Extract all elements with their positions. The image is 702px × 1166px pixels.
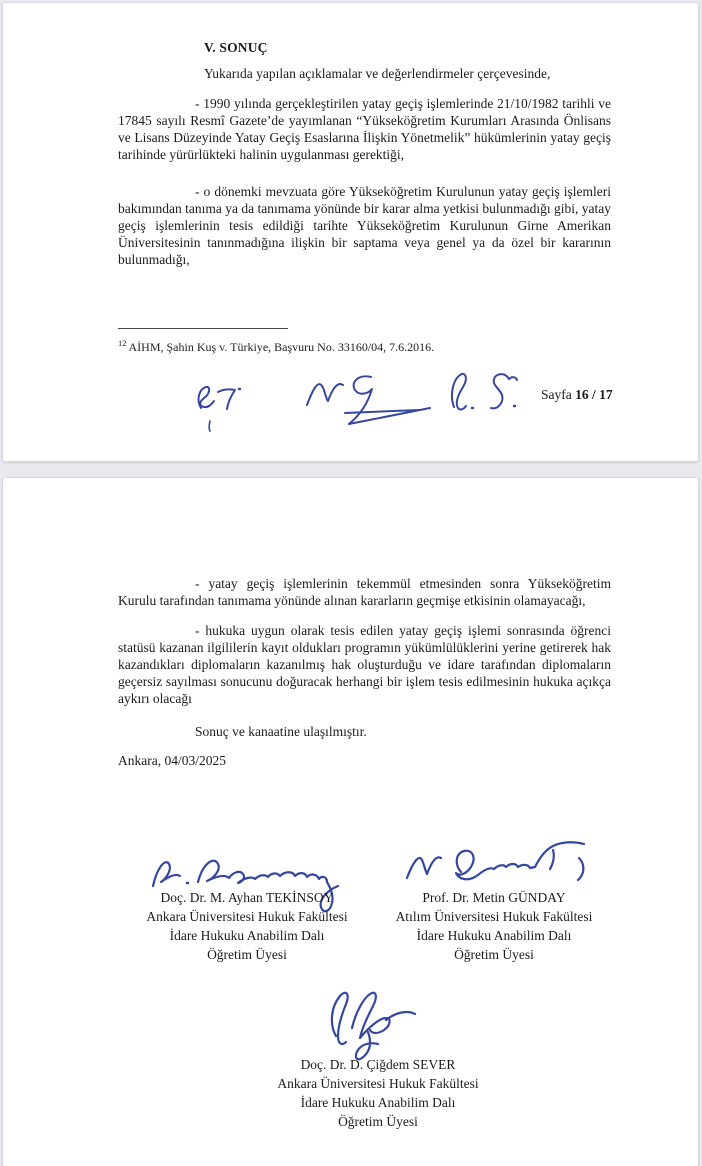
footnote — [118, 336, 611, 355]
signatory-affiliation: Atılım Üniversitesi Hukuk Fakültesi — [395, 909, 593, 924]
signature-initials-3-icon — [441, 367, 529, 419]
date-line: Ankara, 04/03/2025 — [118, 753, 226, 768]
signatory-affiliation: Ankara Üniversitesi Hukuk Fakültesi — [146, 909, 348, 924]
footnote-separator — [118, 328, 288, 329]
body-paragraph: - hukuka uygun olarak tesis edilen yatay geçiş işlemi sonrasında öğrenci statüsü kazanan ilgililerin kayıt oldukları programın yükümlülüklerini yerine getirerek hak kazandıkları diplomaların kazanılmış hak oluşturduğu ve idare tarafından diplomaların geçersiz sayılması sonucunu doğuracak herhangi bir işlem tesis edilmesinin hukuka açıkça aykırı olacağı — [118, 623, 611, 706]
signature-gunday-icon — [401, 834, 601, 894]
section-heading: V. SONUÇ — [204, 40, 268, 55]
signatory-name: Doç. Dr. M. Ayhan TEKİNSOY — [160, 890, 334, 905]
body-column — [118, 575, 611, 769]
signatory-name: Doç. Dr. D. Çiğdem SEVER — [300, 1057, 456, 1072]
signature-initials-2-icon — [301, 367, 436, 431]
body-paragraph: - 1990 yılında gerçekleştirilen yatay geçiş işlemlerinde 21/10/1982 tarihli ve 17845 sayılı Resmî Gazete’de yayımlanan “Yükseköğretim Kurumları Arasında Önlisans ve Lisans Düzeyinde Yatay Geçiş Esaslarına İlişkin Yönetmelik” hükümlerinin yatay geçiş tarihinde yürürlükteki halinin uygulanması gerektiği, — [118, 96, 611, 162]
signatory-department: İdare Hukuku Anabilim Dalı — [169, 928, 325, 943]
body-paragraph: - yatay geçiş işlemlerinin tekemmül etmesinden sonra Yükseköğretim Kurulu tarafından tanımama yönünde alınan kararların geçmişe etkisinin olamayacağı, — [118, 576, 611, 608]
page-number-value: 16 / 17 — [575, 387, 613, 402]
signatory-title: Öğretim Üyesi — [338, 1114, 418, 1129]
signatory-affiliation: Ankara Üniversitesi Hukuk Fakültesi — [277, 1076, 479, 1091]
footnote-text: AİHM, Şahin Kuş v. Türkiye, Başvuru No. 33160/04, 7.6.2016. — [128, 340, 435, 354]
signature-initials-1-icon — [186, 379, 250, 435]
page-17 — [2, 477, 699, 1166]
signatory-name: Prof. Dr. Metin GÜNDAY — [422, 890, 566, 905]
signatory-title: Öğretim Üyesi — [454, 947, 534, 962]
page-number — [541, 387, 613, 403]
page-16 — [2, 2, 699, 462]
signatory-department: İdare Hukuku Anabilim Dalı — [300, 1095, 456, 1110]
signatory-block-sever — [266, 1055, 490, 1131]
footnote-number: 12 — [118, 338, 127, 348]
signatory-block-gunday — [382, 888, 606, 964]
signatory-block-tekinsoy — [135, 888, 359, 964]
signature-sever-icon — [315, 986, 437, 1064]
closing-line: Sonuç ve kanaatine ulaşılmıştır. — [195, 724, 367, 739]
intro-paragraph: Yukarıda yapılan açıklamalar ve değerlendirmeler çerçevesinde, — [204, 66, 551, 81]
signatory-title: Öğretim Üyesi — [207, 947, 287, 962]
body-paragraph: - o dönemki mevzuata göre Yükseköğretim Kurulunun yatay geçiş işlemleri bakımından tanıma ya da tanımama yönünde bir karar alma yetkisi bulunmadığı gibi, yatay geçiş işlemlerinin tesis edildiği tarihte Yükseköğretim Kurulunun Girne Amerikan Üniversitesinin tanınmadığına ilişkin bir saptama veya genel ya da özel bir kararının bulunmadığı, — [118, 184, 611, 267]
signatory-department: İdare Hukuku Anabilim Dalı — [416, 928, 572, 943]
page-number-label: Sayfa — [541, 387, 572, 402]
